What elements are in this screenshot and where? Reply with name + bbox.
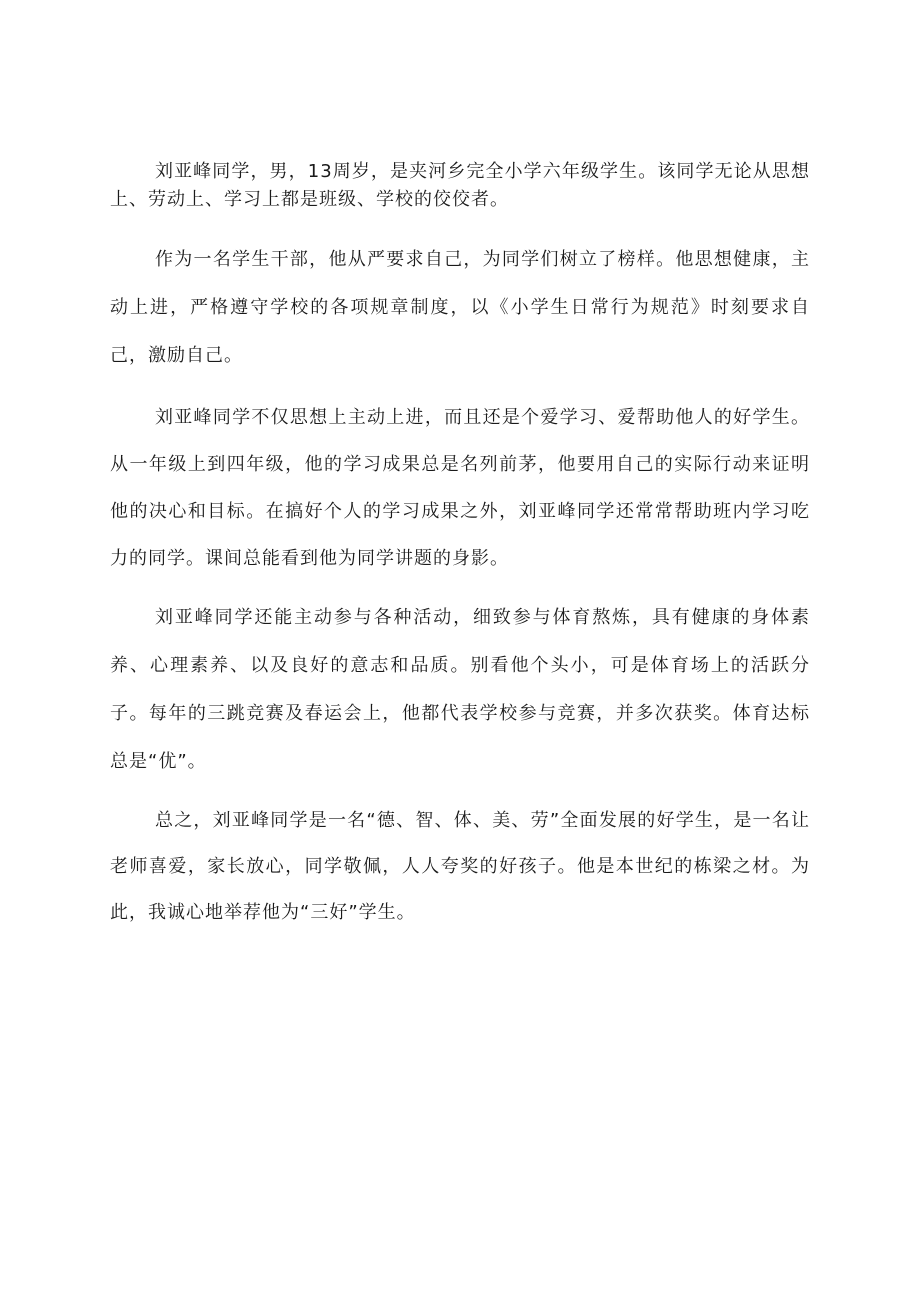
paragraph-activities: 刘亚峰同学还能主动参与各种活动，细致参与体育熬炼，具有健康的身体素养、心理素养、以及良好的意志和品质。别看他个头小，可是体育场上的活跃分子。每年的三跳竞赛及春运会上，他都代表学校参与竞赛，并多次获奖。体育达标总是“优”。 [110, 607, 810, 772]
document-body [110, 158, 810, 936]
paragraph-study: 刘亚峰同学不仅思想上主动上进，而且还是个爱学习、爱帮助他人的好学生。从一年级上到四年级，他的学习成果总是名列前茅，他要用自己的实际行动来证明他的决心和目标。在搞好个人的学习成果之外，刘亚峰同学还常常帮助班内学习吃力的同学。课间总能看到他为同学讲题的身影。 [110, 407, 810, 569]
paragraph-conclusion: 总之，刘亚峰同学是一名“德、智、体、美、劳”全面发展的好学生，是一名让老师喜爱，家长放心，同学敬佩，人人夸奖的好孩子。他是本世纪的栋梁之材。为此，我诚心地举荐他为“三好”学生。 [110, 810, 810, 923]
paragraph-student-leader: 作为一名学生干部，他从严要求自己，为同学们树立了榜样。他思想健康，主动上进，严格遵守学校的各项规章制度，以《小学生日常行为规范》时刻要求自己，激励自己。 [110, 249, 810, 366]
paragraph-intro: 刘亚峰同学，男，13周岁，是夹河乡完全小学六年级学生。该同学无论从思想上、劳动上、学习上都是班级、学校的佼佼者。 [110, 161, 810, 210]
